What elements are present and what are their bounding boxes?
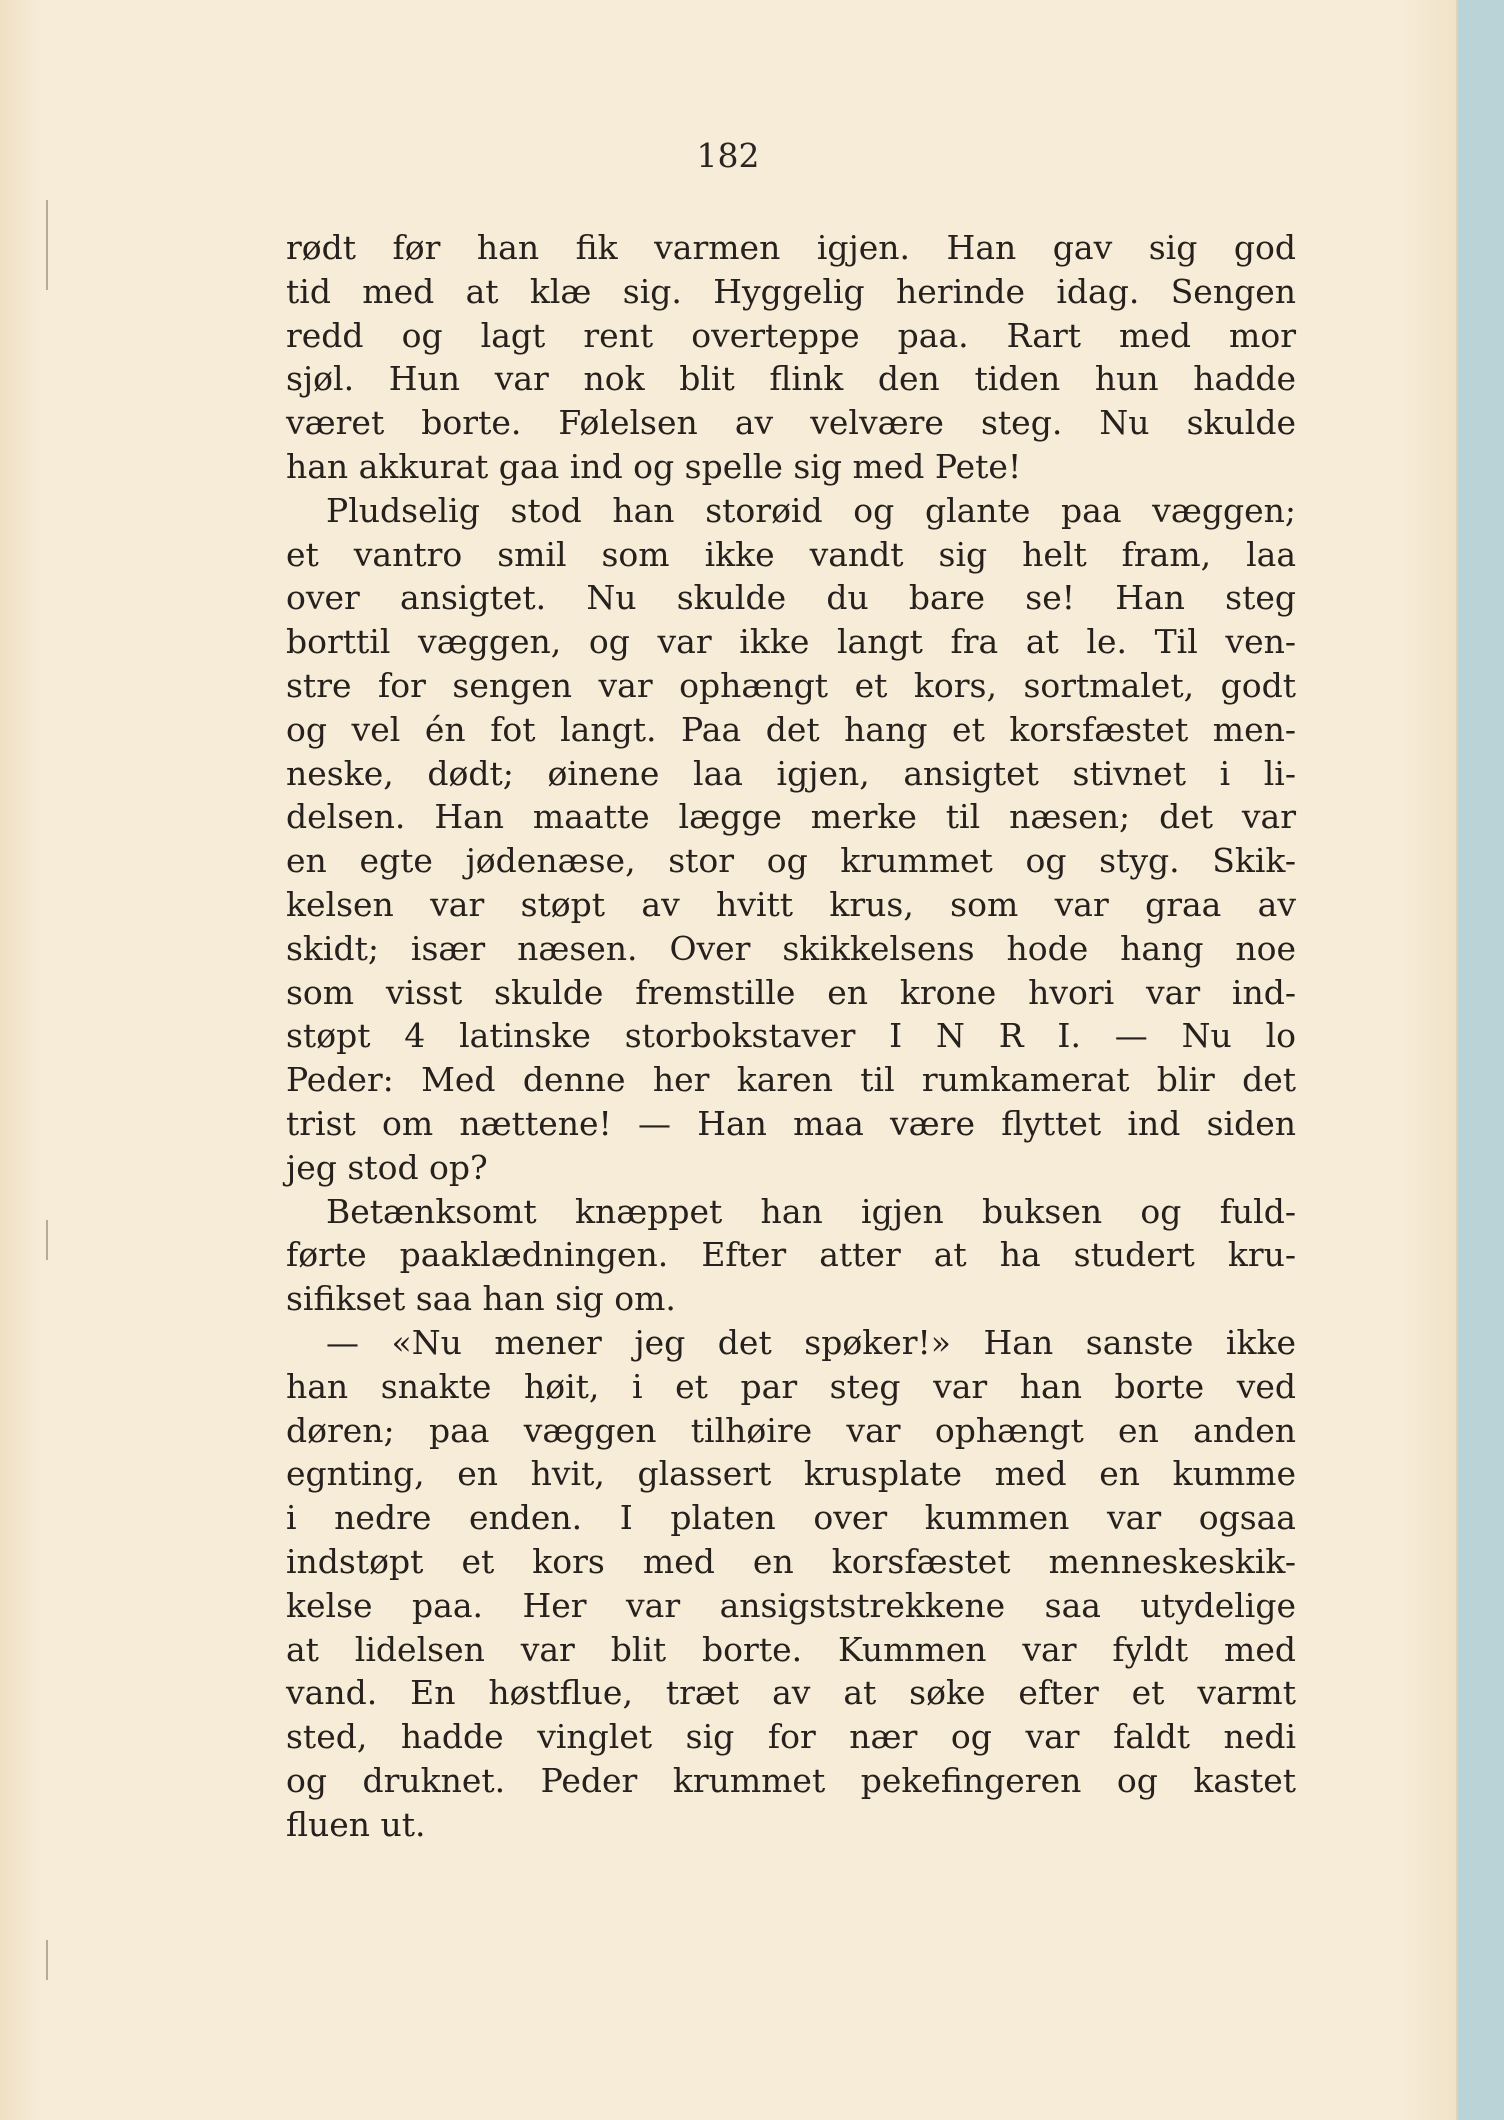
text-line: fluen ut. [286,1804,426,1844]
scan-edge-mark [46,1220,48,1260]
text-line: Pludselig stod han storøid og glante paa væggen; [326,490,1296,530]
text-line: skidt; især næsen. Over skikkelsens hode hang noe [286,928,1296,968]
text-line: borttil væggen, og var ikke langt fra at le. Til ven- [286,622,1296,662]
text-line: sjøl. Hun var nok blit flink den tiden hun hadde [286,359,1296,399]
text-line: Peder: Med denne her karen til rumkamerat blir det [286,1060,1296,1100]
text-line: som visst skulde fremstille en krone hvori var ind- [286,972,1296,1012]
text-line: i nedre enden. I platen over kummen var ogsaa [286,1498,1296,1538]
text-line: en egte jødenæse, stor og krummet og styg. Skik- [286,841,1296,881]
text-line: førte paaklædningen. Efter atter at ha studert kru- [286,1235,1296,1275]
text-line: trist om nættene! — Han maa være flyttet ind siden [286,1103,1296,1143]
text-line: stre for sengen var ophængt et kors, sortmalet, godt [286,665,1296,705]
text-line: og vel én fot langt. Paa det hang et korsfæstet men- [286,709,1296,749]
text-line: — «Nu mener jeg det spøker!» Han sanste ikke [326,1322,1296,1362]
text-line: han snakte høit, i et par steg var han borte ved [286,1366,1296,1406]
text-line: egnting, en hvit, glassert krusplate med en kumme [286,1454,1296,1494]
body-text [286,226,1296,1846]
text-line: været borte. Følelsen av velvære steg. Nu skulde [286,403,1296,443]
text-line: kelse paa. Her var ansigststrekkene saa utydelige [286,1585,1296,1625]
text-line: og druknet. Peder krummet pekefingeren og kastet [286,1760,1296,1800]
text-line: at lidelsen var blit borte. Kummen var fyldt med [286,1629,1296,1669]
text-line: Betænksomt knæppet han igjen buksen og fuld- [326,1191,1296,1231]
text-line: neske, dødt; øinene laa igjen, ansigtet stivnet i li- [286,753,1296,793]
text-line: støpt 4 latinske storbokstaver I N R I. — Nu lo [286,1016,1296,1056]
text-line: rødt før han fik varmen igjen. Han gav sig god [286,228,1296,267]
text-line: redd og lagt rent overteppe paa. Rart med mor [286,315,1296,355]
scan-edge-mark [46,1940,48,1980]
text-line: døren; paa væggen tilhøire var ophængt en anden [286,1410,1296,1450]
scan-edge-mark [46,200,48,290]
text-line: han akkurat gaa ind og spelle sig med Pete! [286,446,1022,486]
text-line: vand. En høstflue, træt av at søke efter et varmt [286,1673,1296,1713]
text-line: sted, hadde vinglet sig for nær og var faldt nedi [286,1717,1296,1757]
text-line: over ansigtet. Nu skulde du bare se! Han steg [286,578,1296,618]
text-line: et vantro smil som ikke vandt sig helt fram, laa [286,534,1296,574]
text-line: indstøpt et kors med en korsfæstet menneskeskik- [286,1541,1296,1581]
text-line: delsen. Han maatte lægge merke til næsen; det var [286,797,1296,837]
text-line: jeg stod op? [286,1147,488,1187]
text-line: tid med at klæ sig. Hyggelig herinde idag. Sengen [286,271,1296,311]
text-line: kelsen var støpt av hvitt krus, som var graa av [286,884,1296,924]
text-line: sifikset saa han sig om. [286,1279,676,1319]
page-number: 182 [696,136,760,175]
